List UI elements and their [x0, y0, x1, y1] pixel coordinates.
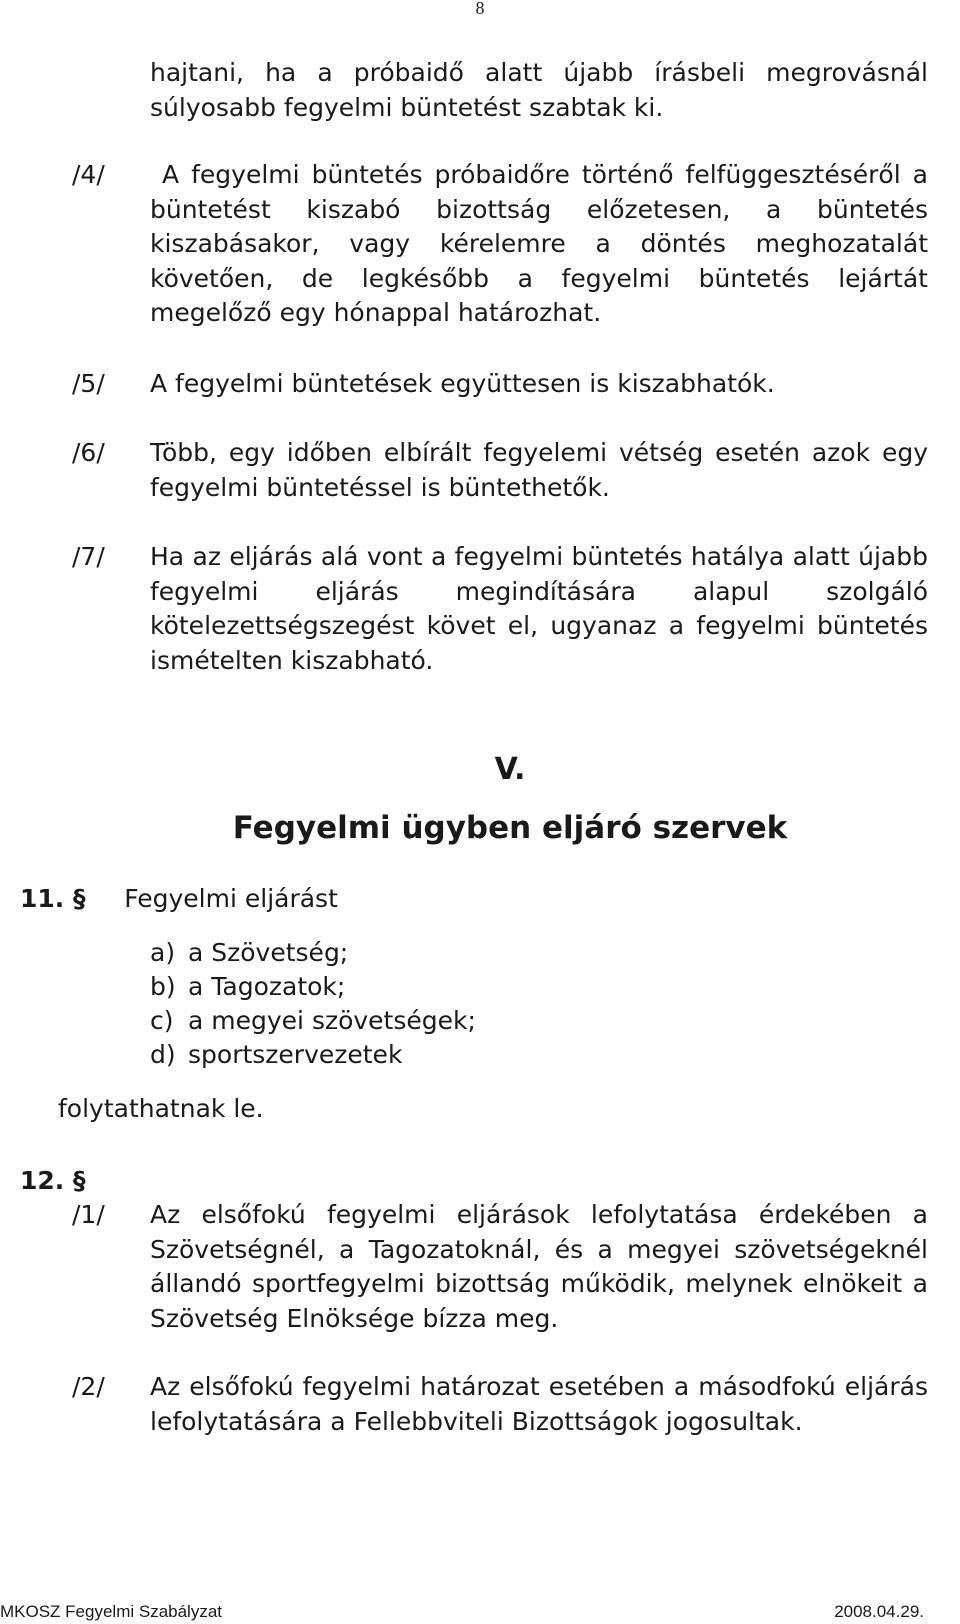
paragraph-11-heading	[20, 882, 338, 917]
list-item	[150, 1004, 476, 1038]
paragraph-11-closing: folytathatnak le.	[58, 1094, 264, 1123]
list-item-text: a megyei szövetségek;	[188, 1006, 476, 1035]
paragraph-11-sign: §	[73, 884, 86, 913]
organ-list	[150, 936, 476, 1072]
section-roman-numeral: V.	[494, 752, 526, 787]
item-12-1-label: /1/	[72, 1200, 105, 1229]
item-12-2-label: /2/	[72, 1372, 105, 1401]
intro-paragraph: hajtani, ha a próbaidő alatt újabb írásbeli megrovásnál súlyosabb fegyelmi büntetést szabtak ki.	[150, 58, 928, 122]
page-footer	[0, 1600, 960, 1624]
item-6-text: Több, egy időben elbírált fegyelemi vétség esetén azok egy fegyelmi büntetéssel is büntethetők.	[150, 438, 928, 502]
paragraph-11-number: 11.	[20, 884, 65, 913]
section-title: Fegyelmi ügyben eljáró szervek	[232, 810, 788, 846]
item-6-label: /6/	[72, 438, 105, 467]
list-item-marker: b)	[150, 972, 176, 1001]
list-item-text: a Tagozatok;	[188, 972, 346, 1001]
item-12-1-text: Az elsőfokú fegyelmi eljárások lefolytatása érdekében a Szövetségnél, a Tagozatoknál, és a megyei szövetségeknél állandó sportfegyelmi bizottság működik, melynek elnökeit a Szövetség Elnöksége bízza meg.	[150, 1200, 928, 1333]
paragraph-12-heading	[20, 1164, 86, 1199]
list-item-marker: c)	[150, 1006, 174, 1035]
item-5-label: /5/	[72, 369, 105, 398]
item-4-text: A fegyelmi büntetés próbaidőre történő felfüggesztéséről a büntetést kiszabó bizottság előzetesen, a büntetés kiszabásakor, vagy kérelemre a döntés meghozatalát követően, de legkésőbb a fegyelmi büntetés lejártát megelőző egy hónappal határozhat.	[150, 160, 936, 327]
item-12-2-text: Az elsőfokú fegyelmi határozat esetében a másodfokú eljárás lefolytatására a Fellebbviteli Bizottságok jogosultak.	[150, 1372, 928, 1436]
list-item-marker: d)	[150, 1040, 176, 1069]
item-7-label: /7/	[72, 542, 105, 571]
paragraph-11-intro: Fegyelmi eljárást	[124, 884, 338, 913]
item-5-text: A fegyelmi büntetések együttesen is kiszabhatók.	[150, 369, 775, 398]
list-item-text: a Szövetség;	[188, 938, 349, 967]
item-7-text: Ha az eljárás alá vont a fegyelmi büntetés hatálya alatt újabb fegyelmi eljárás megindítására alapul szolgáló kötelezettségszegést követ el, ugyanaz a fegyelmi büntetés ismételten kiszabható.	[150, 542, 928, 675]
footer-document-title: MKOSZ Fegyelmi Szabályzat	[0, 1602, 223, 1621]
page-number: 8	[475, 0, 485, 18]
paragraph-12-sign: §	[73, 1166, 86, 1195]
footer-date: 2008.04.29.	[834, 1602, 924, 1621]
paragraph-12-number: 12.	[20, 1166, 65, 1195]
item-4-label: /4/	[72, 160, 105, 189]
list-item	[150, 936, 476, 970]
list-item-marker: a)	[150, 938, 176, 967]
list-item-text: sportszervezetek	[188, 1040, 403, 1069]
list-item	[150, 970, 476, 1004]
list-item	[150, 1038, 476, 1072]
